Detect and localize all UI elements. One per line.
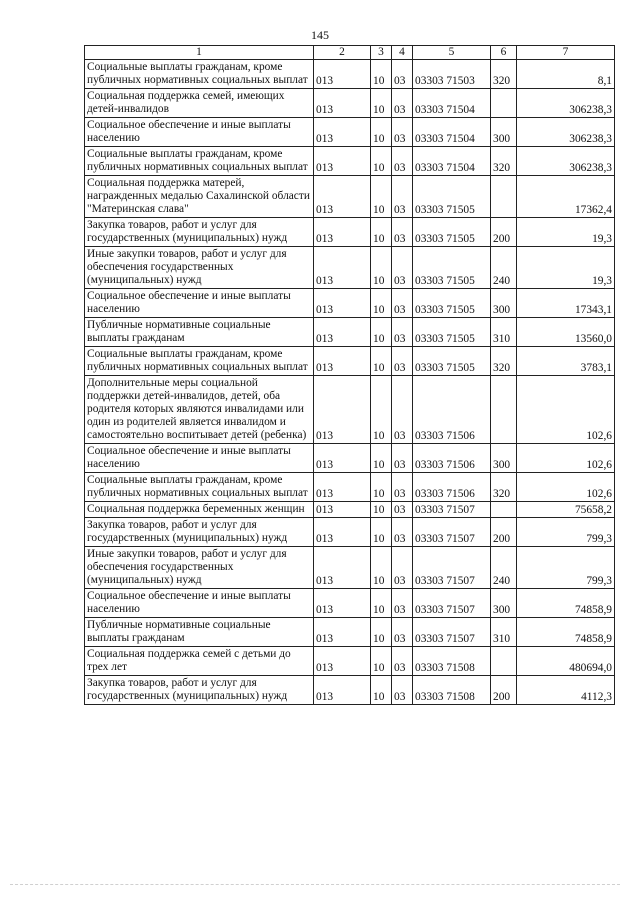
row-code-target: 03303 71506 — [413, 444, 491, 473]
row-amount: 4112,3 — [517, 676, 615, 705]
row-code-section: 10 — [371, 176, 392, 218]
row-code-expense-type: 300 — [491, 118, 517, 147]
row-amount: 75658,2 — [517, 502, 615, 518]
row-code-section: 10 — [371, 247, 392, 289]
row-code-section: 10 — [371, 444, 392, 473]
row-amount: 17362,4 — [517, 176, 615, 218]
row-code-subsection: 03 — [392, 502, 413, 518]
table-row — [85, 89, 615, 118]
table-row — [85, 676, 615, 705]
row-code-ministry: 013 — [314, 218, 371, 247]
row-code-ministry: 013 — [314, 618, 371, 647]
row-amount: 3783,1 — [517, 347, 615, 376]
row-code-expense-type: 200 — [491, 518, 517, 547]
row-code-expense-type: 200 — [491, 676, 517, 705]
row-code-subsection: 03 — [392, 618, 413, 647]
row-code-subsection: 03 — [392, 473, 413, 502]
row-code-ministry: 013 — [314, 89, 371, 118]
row-code-section: 10 — [371, 589, 392, 618]
row-code-subsection: 03 — [392, 676, 413, 705]
row-code-section: 10 — [371, 618, 392, 647]
row-name: Социальные выплаты гражданам, кроме публичных нормативных социальных выплат — [85, 60, 314, 89]
row-code-subsection: 03 — [392, 647, 413, 676]
row-code-ministry: 013 — [314, 473, 371, 502]
row-name: Социальные выплаты гражданам, кроме публичных нормативных социальных выплат — [85, 147, 314, 176]
row-name: Публичные нормативные социальные выплаты гражданам — [85, 618, 314, 647]
row-amount: 74858,9 — [517, 589, 615, 618]
table-row — [85, 518, 615, 547]
table-row — [85, 218, 615, 247]
row-code-target: 03303 71507 — [413, 502, 491, 518]
row-name: Социальная поддержка семей с детьми до трех лет — [85, 647, 314, 676]
row-name: Социальная поддержка матерей, награжденных медалью Сахалинской области "Материнская слава" — [85, 176, 314, 218]
row-code-expense-type — [491, 502, 517, 518]
row-code-section: 10 — [371, 118, 392, 147]
row-amount: 19,3 — [517, 218, 615, 247]
row-amount: 74858,9 — [517, 618, 615, 647]
row-code-ministry: 013 — [314, 547, 371, 589]
row-code-expense-type — [491, 89, 517, 118]
row-code-subsection: 03 — [392, 318, 413, 347]
budget-table — [84, 45, 615, 705]
table-row — [85, 60, 615, 89]
row-code-subsection: 03 — [392, 247, 413, 289]
row-code-subsection: 03 — [392, 147, 413, 176]
row-code-target: 03303 71505 — [413, 218, 491, 247]
row-amount: 306238,3 — [517, 118, 615, 147]
row-code-ministry: 013 — [314, 318, 371, 347]
row-code-target: 03303 71505 — [413, 289, 491, 318]
row-code-ministry: 013 — [314, 289, 371, 318]
row-code-expense-type: 310 — [491, 618, 517, 647]
row-code-expense-type: 200 — [491, 218, 517, 247]
table-row — [85, 589, 615, 618]
column-header: 4 — [392, 46, 413, 60]
table-row — [85, 118, 615, 147]
row-code-ministry: 013 — [314, 118, 371, 147]
row-amount: 13560,0 — [517, 318, 615, 347]
row-code-ministry: 013 — [314, 589, 371, 618]
table-row — [85, 376, 615, 444]
row-amount: 19,3 — [517, 247, 615, 289]
row-name: Социальное обеспечение и иные выплаты населению — [85, 444, 314, 473]
row-code-section: 10 — [371, 60, 392, 89]
row-code-section: 10 — [371, 318, 392, 347]
row-code-section: 10 — [371, 376, 392, 444]
row-code-section: 10 — [371, 502, 392, 518]
row-name: Социальные выплаты гражданам, кроме публичных нормативных социальных выплат — [85, 473, 314, 502]
row-code-section: 10 — [371, 347, 392, 376]
row-code-ministry: 013 — [314, 147, 371, 176]
row-code-ministry: 013 — [314, 347, 371, 376]
column-header: 1 — [85, 46, 314, 60]
row-code-subsection: 03 — [392, 60, 413, 89]
row-code-ministry: 013 — [314, 647, 371, 676]
row-code-section: 10 — [371, 147, 392, 176]
row-code-target: 03303 71507 — [413, 547, 491, 589]
row-code-target: 03303 71506 — [413, 376, 491, 444]
row-code-target: 03303 71508 — [413, 676, 491, 705]
row-name: Социальное обеспечение и иные выплаты населению — [85, 118, 314, 147]
table-row — [85, 618, 615, 647]
row-name: Закупка товаров, работ и услуг для государственных (муниципальных) нужд — [85, 518, 314, 547]
row-code-target: 03303 71504 — [413, 147, 491, 176]
row-code-target: 03303 71506 — [413, 473, 491, 502]
row-name: Социальная поддержка беременных женщин — [85, 502, 314, 518]
row-name: Социальные выплаты гражданам, кроме публичных нормативных социальных выплат — [85, 347, 314, 376]
row-code-subsection: 03 — [392, 589, 413, 618]
row-code-target: 03303 71507 — [413, 618, 491, 647]
table-row — [85, 318, 615, 347]
row-code-ministry: 013 — [314, 176, 371, 218]
row-code-subsection: 03 — [392, 547, 413, 589]
row-code-ministry: 013 — [314, 518, 371, 547]
column-header: 3 — [371, 46, 392, 60]
row-name: Закупка товаров, работ и услуг для государственных (муниципальных) нужд — [85, 218, 314, 247]
table-row — [85, 547, 615, 589]
row-code-subsection: 03 — [392, 89, 413, 118]
row-name: Социальное обеспечение и иные выплаты населению — [85, 589, 314, 618]
row-name: Социальное обеспечение и иные выплаты населению — [85, 289, 314, 318]
row-code-expense-type: 320 — [491, 147, 517, 176]
row-code-subsection: 03 — [392, 289, 413, 318]
row-name: Социальная поддержка семей, имеющих детей-инвалидов — [85, 89, 314, 118]
page-number: 145 — [311, 28, 329, 42]
row-code-expense-type: 310 — [491, 318, 517, 347]
table-row — [85, 147, 615, 176]
row-name: Публичные нормативные социальные выплаты гражданам — [85, 318, 314, 347]
row-code-section: 10 — [371, 218, 392, 247]
row-code-section: 10 — [371, 676, 392, 705]
row-code-section: 10 — [371, 289, 392, 318]
scan-artifact-line — [10, 884, 620, 888]
table-row — [85, 289, 615, 318]
column-header: 7 — [517, 46, 615, 60]
row-code-subsection: 03 — [392, 118, 413, 147]
row-code-expense-type: 320 — [491, 347, 517, 376]
row-amount: 306238,3 — [517, 147, 615, 176]
row-code-expense-type — [491, 376, 517, 444]
row-name: Иные закупки товаров, работ и услуг для обеспечения государственных (муниципальных) нужд — [85, 547, 314, 589]
row-code-expense-type — [491, 647, 517, 676]
row-code-section: 10 — [371, 473, 392, 502]
row-code-expense-type: 300 — [491, 589, 517, 618]
row-code-target: 03303 71507 — [413, 518, 491, 547]
column-header: 2 — [314, 46, 371, 60]
row-amount: 102,6 — [517, 444, 615, 473]
table-row — [85, 247, 615, 289]
row-code-expense-type: 300 — [491, 289, 517, 318]
column-header: 5 — [413, 46, 491, 60]
table-row — [85, 444, 615, 473]
row-name: Закупка товаров, работ и услуг для государственных (муниципальных) нужд — [85, 676, 314, 705]
header-row — [85, 46, 615, 60]
row-amount: 17343,1 — [517, 289, 615, 318]
row-code-target: 03303 71505 — [413, 347, 491, 376]
row-code-target: 03303 71504 — [413, 89, 491, 118]
row-code-target: 03303 71507 — [413, 589, 491, 618]
row-amount: 799,3 — [517, 547, 615, 589]
table-row — [85, 176, 615, 218]
row-name: Дополнительные меры социальной поддержки детей-инвалидов, детей, оба родителя которых являются инвалидами или один из родителей является инвалидом и самостоятельно воспитывает детей (ребенка) — [85, 376, 314, 444]
row-code-target: 03303 71504 — [413, 118, 491, 147]
row-code-target: 03303 71505 — [413, 318, 491, 347]
row-code-ministry: 013 — [314, 376, 371, 444]
row-code-subsection: 03 — [392, 347, 413, 376]
row-code-section: 10 — [371, 89, 392, 118]
row-code-expense-type: 320 — [491, 60, 517, 89]
row-code-ministry: 013 — [314, 247, 371, 289]
row-amount: 799,3 — [517, 518, 615, 547]
row-code-subsection: 03 — [392, 376, 413, 444]
row-name: Иные закупки товаров, работ и услуг для обеспечения государственных (муниципальных) нужд — [85, 247, 314, 289]
row-code-target: 03303 71505 — [413, 247, 491, 289]
row-code-expense-type — [491, 176, 517, 218]
row-code-subsection: 03 — [392, 444, 413, 473]
row-code-target: 03303 71503 — [413, 60, 491, 89]
row-code-target: 03303 71505 — [413, 176, 491, 218]
row-code-subsection: 03 — [392, 176, 413, 218]
table-row — [85, 473, 615, 502]
row-code-ministry: 013 — [314, 444, 371, 473]
row-code-expense-type: 300 — [491, 444, 517, 473]
table-body — [85, 60, 615, 705]
row-code-expense-type: 240 — [491, 547, 517, 589]
row-amount: 306238,3 — [517, 89, 615, 118]
row-amount: 102,6 — [517, 473, 615, 502]
row-code-section: 10 — [371, 518, 392, 547]
row-code-expense-type: 320 — [491, 473, 517, 502]
row-code-section: 10 — [371, 647, 392, 676]
row-code-subsection: 03 — [392, 518, 413, 547]
row-code-expense-type: 240 — [491, 247, 517, 289]
row-code-ministry: 013 — [314, 676, 371, 705]
row-code-target: 03303 71508 — [413, 647, 491, 676]
row-amount: 8,1 — [517, 60, 615, 89]
table-row — [85, 647, 615, 676]
row-code-ministry: 013 — [314, 60, 371, 89]
row-code-section: 10 — [371, 547, 392, 589]
row-code-subsection: 03 — [392, 218, 413, 247]
row-code-ministry: 013 — [314, 502, 371, 518]
column-header: 6 — [491, 46, 517, 60]
row-amount: 480694,0 — [517, 647, 615, 676]
table-row — [85, 347, 615, 376]
table-row — [85, 502, 615, 518]
row-amount: 102,6 — [517, 376, 615, 444]
